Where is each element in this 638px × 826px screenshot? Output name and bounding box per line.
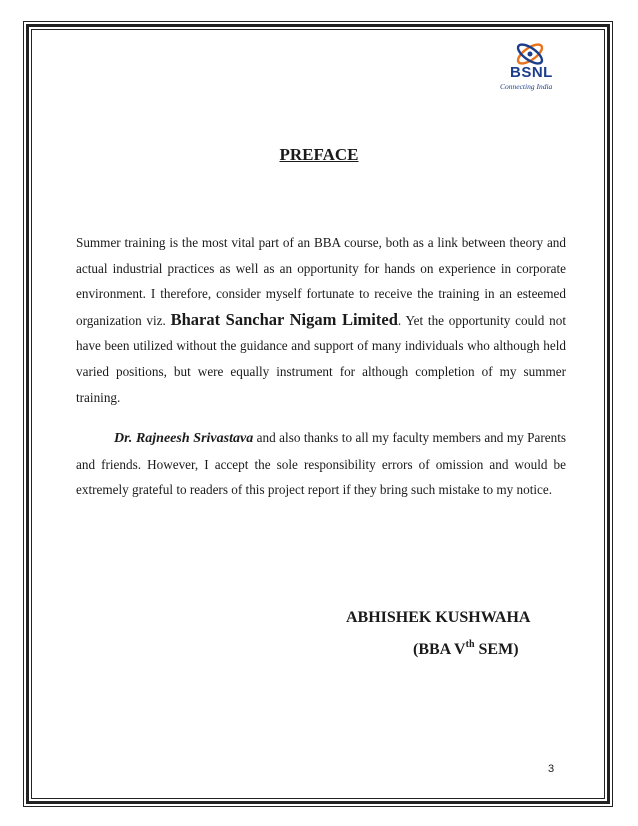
company-name: Bharat Sanchar Nigam Limited [170,309,398,329]
logo-tagline: Connecting India [500,82,553,91]
paragraph-text: Summer training is the most vital part of an BBA course, both as a link between theory and actual industrial practices as well as an opportunity for hands on experience in corporate environment. I therefore, consider myself fortunate to receive the training in an esteemed organization viz. [76,235,566,328]
mentor-name: Dr. Rajneesh Srivastava [114,431,254,446]
course-suffix: SEM) [474,641,519,658]
page-title: PREFACE [279,145,359,164]
preface-paragraph-1 [76,230,566,410]
logo-brand: BSNL [510,64,553,81]
page-number: 3 [548,763,555,775]
preface-paragraph-2 [76,425,566,503]
course-prefix: (BBA V [413,641,466,658]
signature-course [413,639,519,659]
paragraph-text: and also thanks to all my faculty members and my Parents and friends. However, I accept the sole responsibility errors of omission and would be extremely grateful to readers of this project report if they bring such mistake to my notice. [76,430,567,498]
paragraph-text: . Yet the opportunity could not have been utilized without the guidance and support of many individuals who although held varied positions, but were equally instrument for although completion of my summer training. [76,312,566,405]
signature-name: ABHISHEK KUSHWAHA [346,609,531,626]
course-superscript: th [465,639,475,650]
